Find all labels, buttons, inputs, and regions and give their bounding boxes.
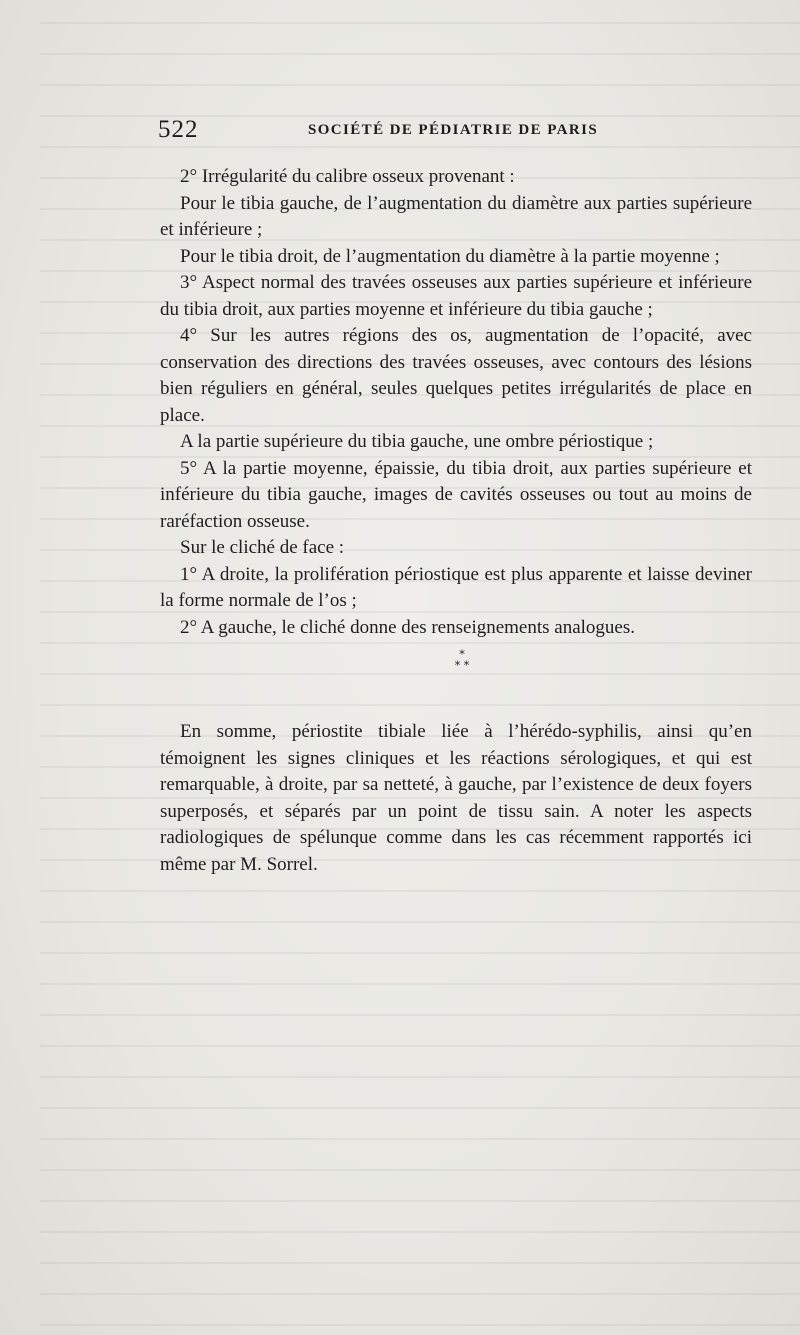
conclusion-paragraph: En somme, périostite tibiale liée à l’hérédo-syphilis, ainsi qu’en témoignent les signes cliniques et les réactions sérologiques, et qui est remarquable, à droite, par sa netteté, à gauche, par l’existence de deux foyers superposés, et séparés par un point de tissu sain. A noter les aspects radiologiques de spélunque comme dans les cas récemment rapportés ici même par M. Sorrel. xyxy=(160,721,752,875)
body-text xyxy=(160,164,752,878)
conclusion-section xyxy=(160,719,752,878)
paragraph: Pour le tibia gauche, de l’augmentation du diamètre aux parties supérieure et inférieure ; xyxy=(160,192,752,240)
paragraph: 4° Sur les autres régions des os, augmentation de l’opacité, avec conservation des directions des travées osseuses, avec contours des lésions bien réguliers en général, seules quelques petites irrégularités de place en place. xyxy=(160,325,752,426)
page-number: 522 xyxy=(158,116,199,143)
asterism-bottom: * * xyxy=(454,659,470,672)
page-header xyxy=(158,116,754,146)
paragraph: 1° A droite, la prolifération périostique est plus apparente et laisse deviner la forme normale de l’os ; xyxy=(160,563,752,611)
running-head: SOCIÉTÉ DE PÉDIATRIE DE PARIS xyxy=(308,122,599,138)
paragraph: 2° A gauche, le cliché donne des renseignements analogues. xyxy=(180,616,636,638)
paragraph: 2° Irrégularité du calibre osseux provenant : xyxy=(180,166,515,187)
asterism-top: * xyxy=(459,648,465,661)
paragraph: Pour le tibia droit, de l’augmentation du diamètre à la partie moyenne ; xyxy=(180,245,720,267)
paragraph: Sur le cliché de face : xyxy=(180,537,345,558)
asterism-divider xyxy=(160,649,752,671)
paragraph: A la partie supérieure du tibia gauche, une ombre périostique ; xyxy=(180,431,654,452)
paragraph: 5° A la partie moyenne, épaissie, du tibia droit, aux parties supérieure et inférieure du tibia gauche, images de cavités osseuses ou tout au moins de raréfaction osseuse. xyxy=(160,457,752,532)
paragraph: 3° Aspect normal des travées osseuses aux parties supérieure et inférieure du tibia droit, aux parties moyenne et inférieure du tibia gauche ; xyxy=(160,272,752,320)
